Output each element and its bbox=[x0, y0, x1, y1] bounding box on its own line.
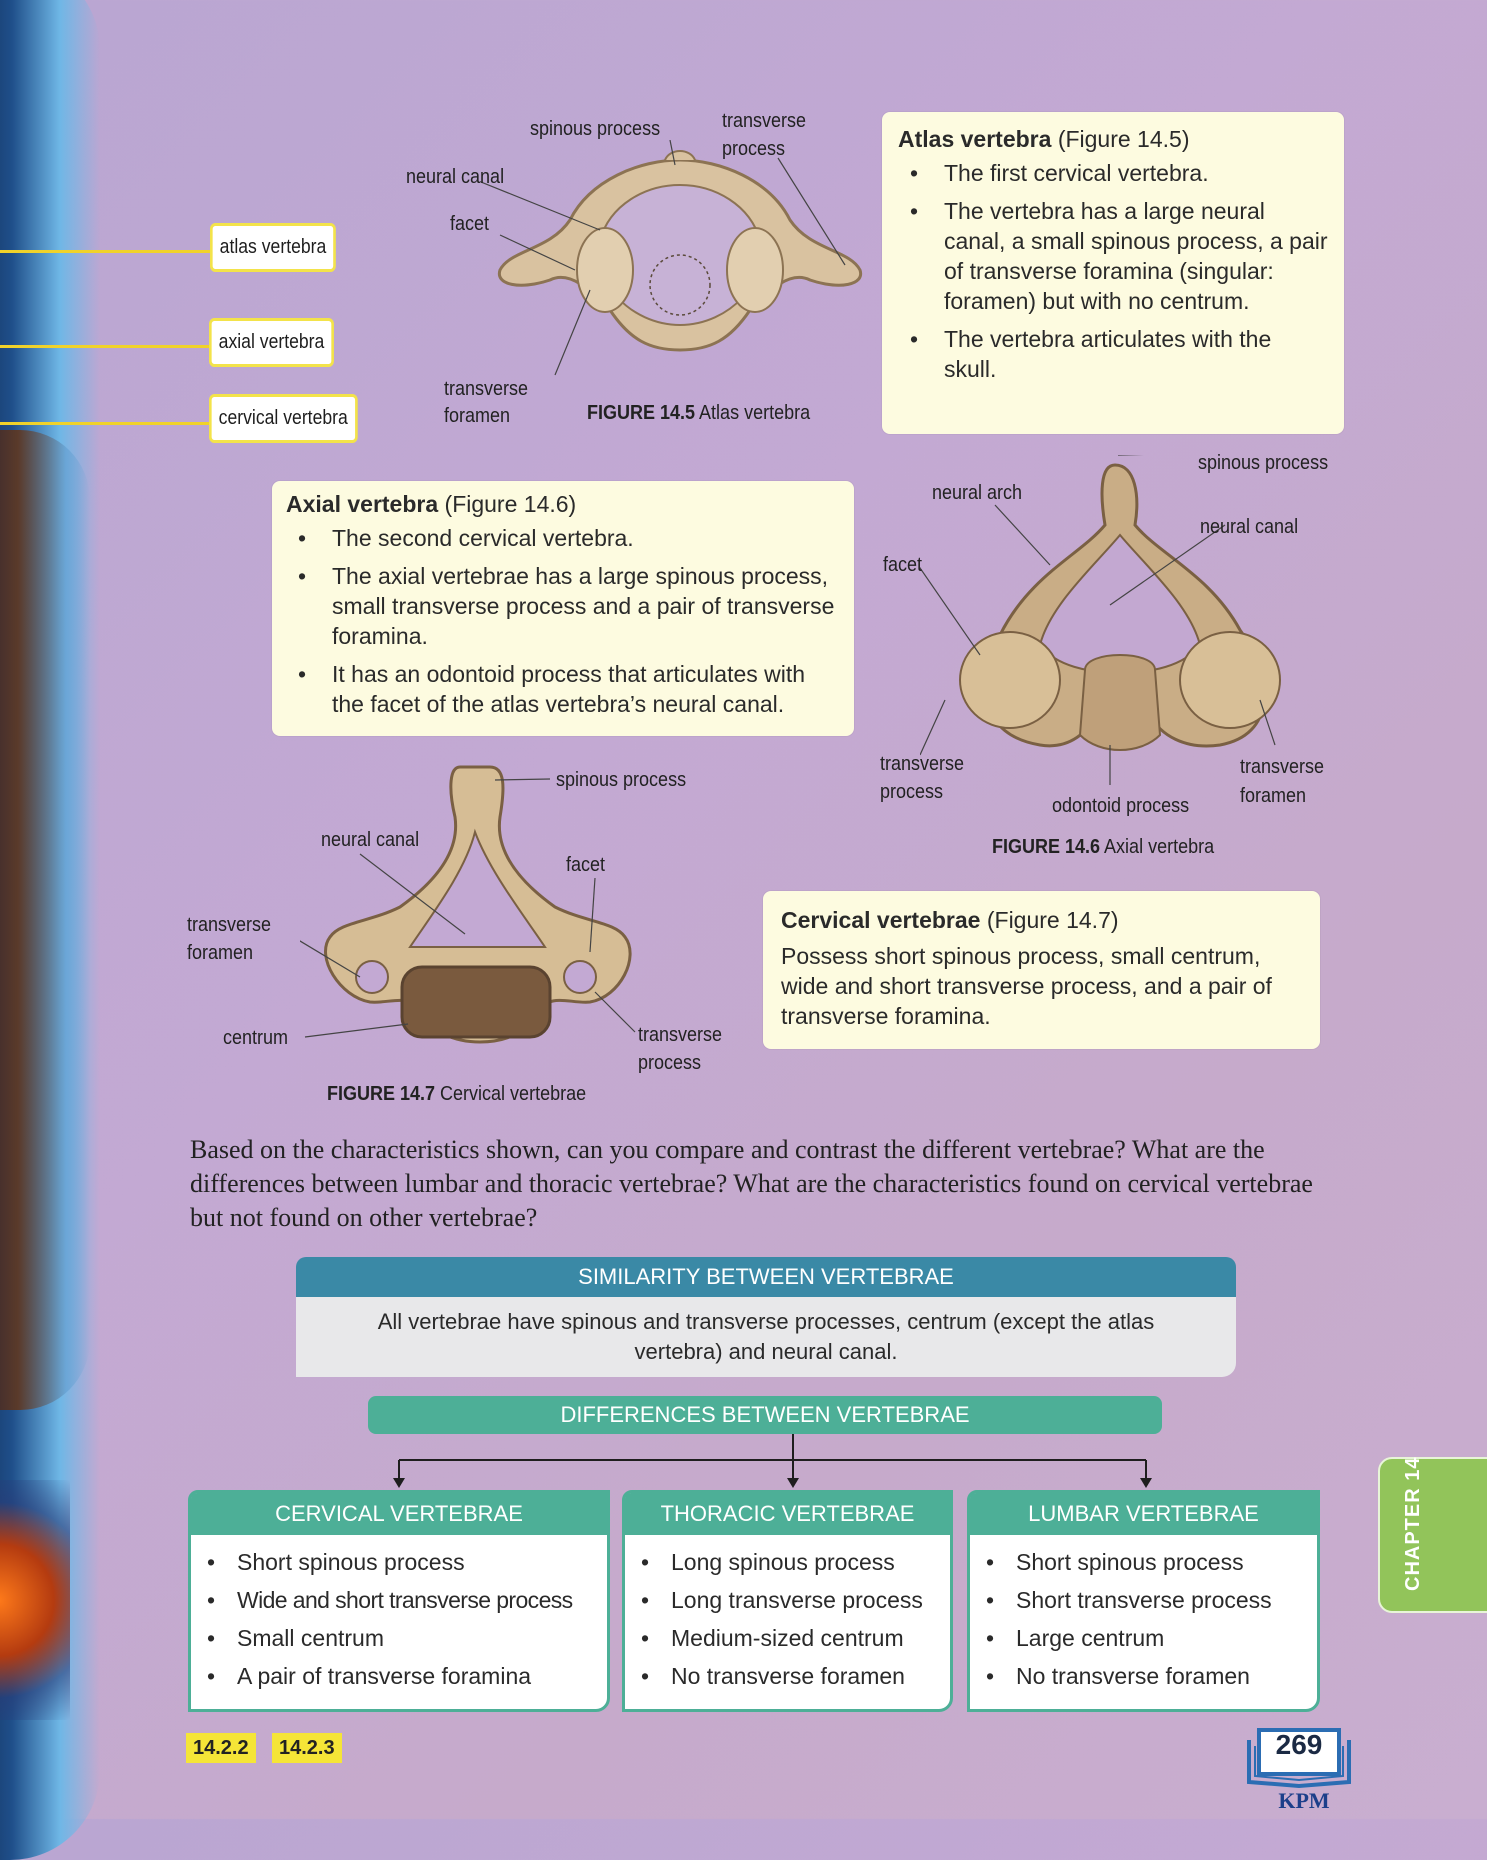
axial-info-box bbox=[272, 481, 854, 736]
fig146-label-transverse-process-2: process bbox=[880, 781, 944, 803]
cervical-column-heading: CERVICAL VERTEBRAE bbox=[191, 1493, 607, 1535]
fig147-label-transverse-foramen-2: foramen bbox=[187, 942, 254, 964]
fig147-label-facet: facet bbox=[566, 854, 606, 876]
atlas-vertebra-figure bbox=[480, 140, 880, 400]
atlas-title-bold: Atlas vertebra bbox=[898, 126, 1052, 152]
differences-heading: DIFFERENCES BETWEEN VERTEBRAE bbox=[368, 1396, 1162, 1434]
thoracic-item: • Medium-sized centrum bbox=[625, 1619, 950, 1657]
similarity-text bbox=[296, 1297, 1236, 1377]
atlas-bullet: • The vertebra has a large neural canal, a small spinous process, a pair of transverse foramina (singular: foramen) but with no centrum. bbox=[898, 196, 1328, 316]
fig145-caption bbox=[587, 402, 810, 425]
atlas-bullet: • The vertebra articulates with the skull. bbox=[898, 324, 1328, 384]
fig147-label-transverse-foramen: transverse bbox=[187, 914, 272, 936]
fig145-caption-text: Atlas vertebra bbox=[699, 402, 811, 424]
cervical-box-title bbox=[781, 905, 1302, 935]
cervical-column bbox=[188, 1490, 610, 1712]
axial-bullet: • It has an odontoid process that articulates with the facet of the atlas vertebra’s neural canal. bbox=[286, 659, 840, 719]
fig145-label-transverse-foramen: transverse bbox=[444, 378, 529, 400]
fig147-label-spinous: spinous process bbox=[556, 769, 687, 791]
fig146-label-transverse-process: transverse bbox=[880, 753, 965, 775]
cervical-vertebra-figure bbox=[300, 762, 650, 1062]
cervical-info-box bbox=[763, 891, 1320, 1049]
lumbar-item: • Short spinous process bbox=[970, 1543, 1317, 1581]
fig146-caption bbox=[992, 836, 1214, 859]
thoracic-item: • Long spinous process bbox=[625, 1543, 950, 1581]
axial-vertebra-label: axial vertebra bbox=[209, 318, 334, 367]
lumbar-column-heading: LUMBAR VERTEBRAE bbox=[970, 1493, 1317, 1535]
learning-standard-tag: 14.2.2 bbox=[186, 1733, 256, 1763]
label-leader-line bbox=[0, 422, 210, 425]
atlas-box-title bbox=[898, 124, 1328, 154]
fig146-label-neural-canal: neural canal bbox=[1200, 516, 1299, 538]
lumbar-column bbox=[967, 1490, 1320, 1712]
pelvis-highlight-illustration bbox=[0, 1480, 70, 1720]
thoracic-item: • No transverse foramen bbox=[625, 1657, 950, 1695]
fig146-label-transverse-foramen: transverse bbox=[1240, 756, 1325, 778]
chapter-tab bbox=[1378, 1457, 1487, 1613]
label-leader-line bbox=[0, 345, 210, 348]
discussion-question: Based on the characteristics shown, can you compare and contrast the different vertebrae? What are the differences between lumbar and thoracic vertebrae? What are the characteristics found on cervical vertebrae but not found on other vertebrae? bbox=[190, 1135, 1313, 1232]
atlas-bullet: • The first cervical vertebra. bbox=[898, 158, 1328, 188]
cervical-title-bold: Cervical vertebrae bbox=[781, 907, 981, 933]
lumbar-item: • Short transverse process bbox=[970, 1581, 1317, 1619]
similarity-body: All vertebrae have spinous and transverse processes, centrum (except the atlas vertebra) and neural canal. bbox=[377, 1309, 1155, 1364]
fig147-label-transverse-process-2: process bbox=[638, 1052, 702, 1074]
fig146-label-odontoid: odontoid process bbox=[1052, 795, 1190, 817]
publisher-logo: KPM bbox=[1278, 1788, 1330, 1813]
spine-illustration-lower bbox=[0, 430, 90, 1410]
differences-connector bbox=[380, 1434, 1160, 1490]
fig146-caption-text: Axial vertebra bbox=[1104, 836, 1215, 858]
page-number: 269 bbox=[1275, 1729, 1323, 1760]
thoracic-column-heading: THORACIC VERTEBRAE bbox=[625, 1493, 950, 1535]
atlas-title-ref: (Figure 14.5) bbox=[1057, 126, 1190, 152]
cervical-vertebra-label: cervical vertebra bbox=[209, 394, 357, 443]
axial-bullet: • The second cervical vertebra. bbox=[286, 523, 840, 553]
fig146-label-spinous: spinous process bbox=[1198, 452, 1329, 474]
fig145-label-neural-canal: neural canal bbox=[406, 166, 505, 188]
fig145-label-spinous: spinous process bbox=[530, 118, 661, 140]
learning-standard-tag: 14.2.3 bbox=[272, 1733, 342, 1763]
axial-title-ref: (Figure 14.6) bbox=[444, 491, 577, 517]
cervical-box-text: Possess short spinous process, small centrum, wide and short transverse process, and a pair of transverse foramina. bbox=[781, 943, 1272, 1029]
fig146-label-transverse-foramen-2: foramen bbox=[1240, 785, 1307, 807]
fig147-caption-number: FIGURE 14.7 bbox=[327, 1083, 436, 1105]
fig147-label-centrum: centrum bbox=[223, 1027, 289, 1049]
lumbar-item: • No transverse foramen bbox=[970, 1657, 1317, 1695]
label-leader-line bbox=[0, 250, 212, 253]
fig147-caption-text: Cervical vertebrae bbox=[440, 1083, 587, 1105]
atlas-info-box bbox=[882, 112, 1344, 434]
cervical-title-ref: (Figure 14.7) bbox=[986, 907, 1119, 933]
fig147-label-neural-canal: neural canal bbox=[321, 829, 420, 851]
chapter-tab-label: CHAPTER 14 bbox=[1402, 1456, 1424, 1591]
cervical-item: • Short spinous process bbox=[191, 1543, 607, 1581]
thoracic-item: • Long transverse process bbox=[625, 1581, 950, 1619]
fig145-label-transverse-process: transverse bbox=[722, 110, 807, 132]
axial-bullet: • The axial vertebrae has a large spinous process, small transverse process and a pair of transverse foramina. bbox=[286, 561, 840, 651]
fig146-caption-number: FIGURE 14.6 bbox=[992, 836, 1101, 858]
cervical-item: • Small centrum bbox=[191, 1619, 607, 1657]
axial-title-bold: Axial vertebra bbox=[286, 491, 439, 517]
fig145-caption-number: FIGURE 14.5 bbox=[587, 402, 696, 424]
cervical-item: • Wide and short transverse process bbox=[191, 1581, 607, 1619]
fig147-caption bbox=[327, 1083, 586, 1106]
fig145-label-transverse-process-2: process bbox=[722, 138, 786, 160]
fig145-label-transverse-foramen-2: foramen bbox=[444, 405, 511, 427]
axial-box-title bbox=[286, 489, 840, 519]
cervical-item: • A pair of transverse foramina bbox=[191, 1657, 607, 1695]
fig146-label-facet: facet bbox=[883, 554, 923, 576]
lumbar-item: • Large centrum bbox=[970, 1619, 1317, 1657]
fig145-label-facet: facet bbox=[450, 213, 490, 235]
similarity-heading: SIMILARITY BETWEEN VERTEBRAE bbox=[296, 1257, 1236, 1297]
fig147-label-transverse-process: transverse bbox=[638, 1024, 723, 1046]
fig146-label-neural-arch: neural arch bbox=[932, 482, 1023, 504]
thoracic-column bbox=[622, 1490, 953, 1712]
atlas-vertebra-label: atlas vertebra bbox=[210, 223, 336, 272]
